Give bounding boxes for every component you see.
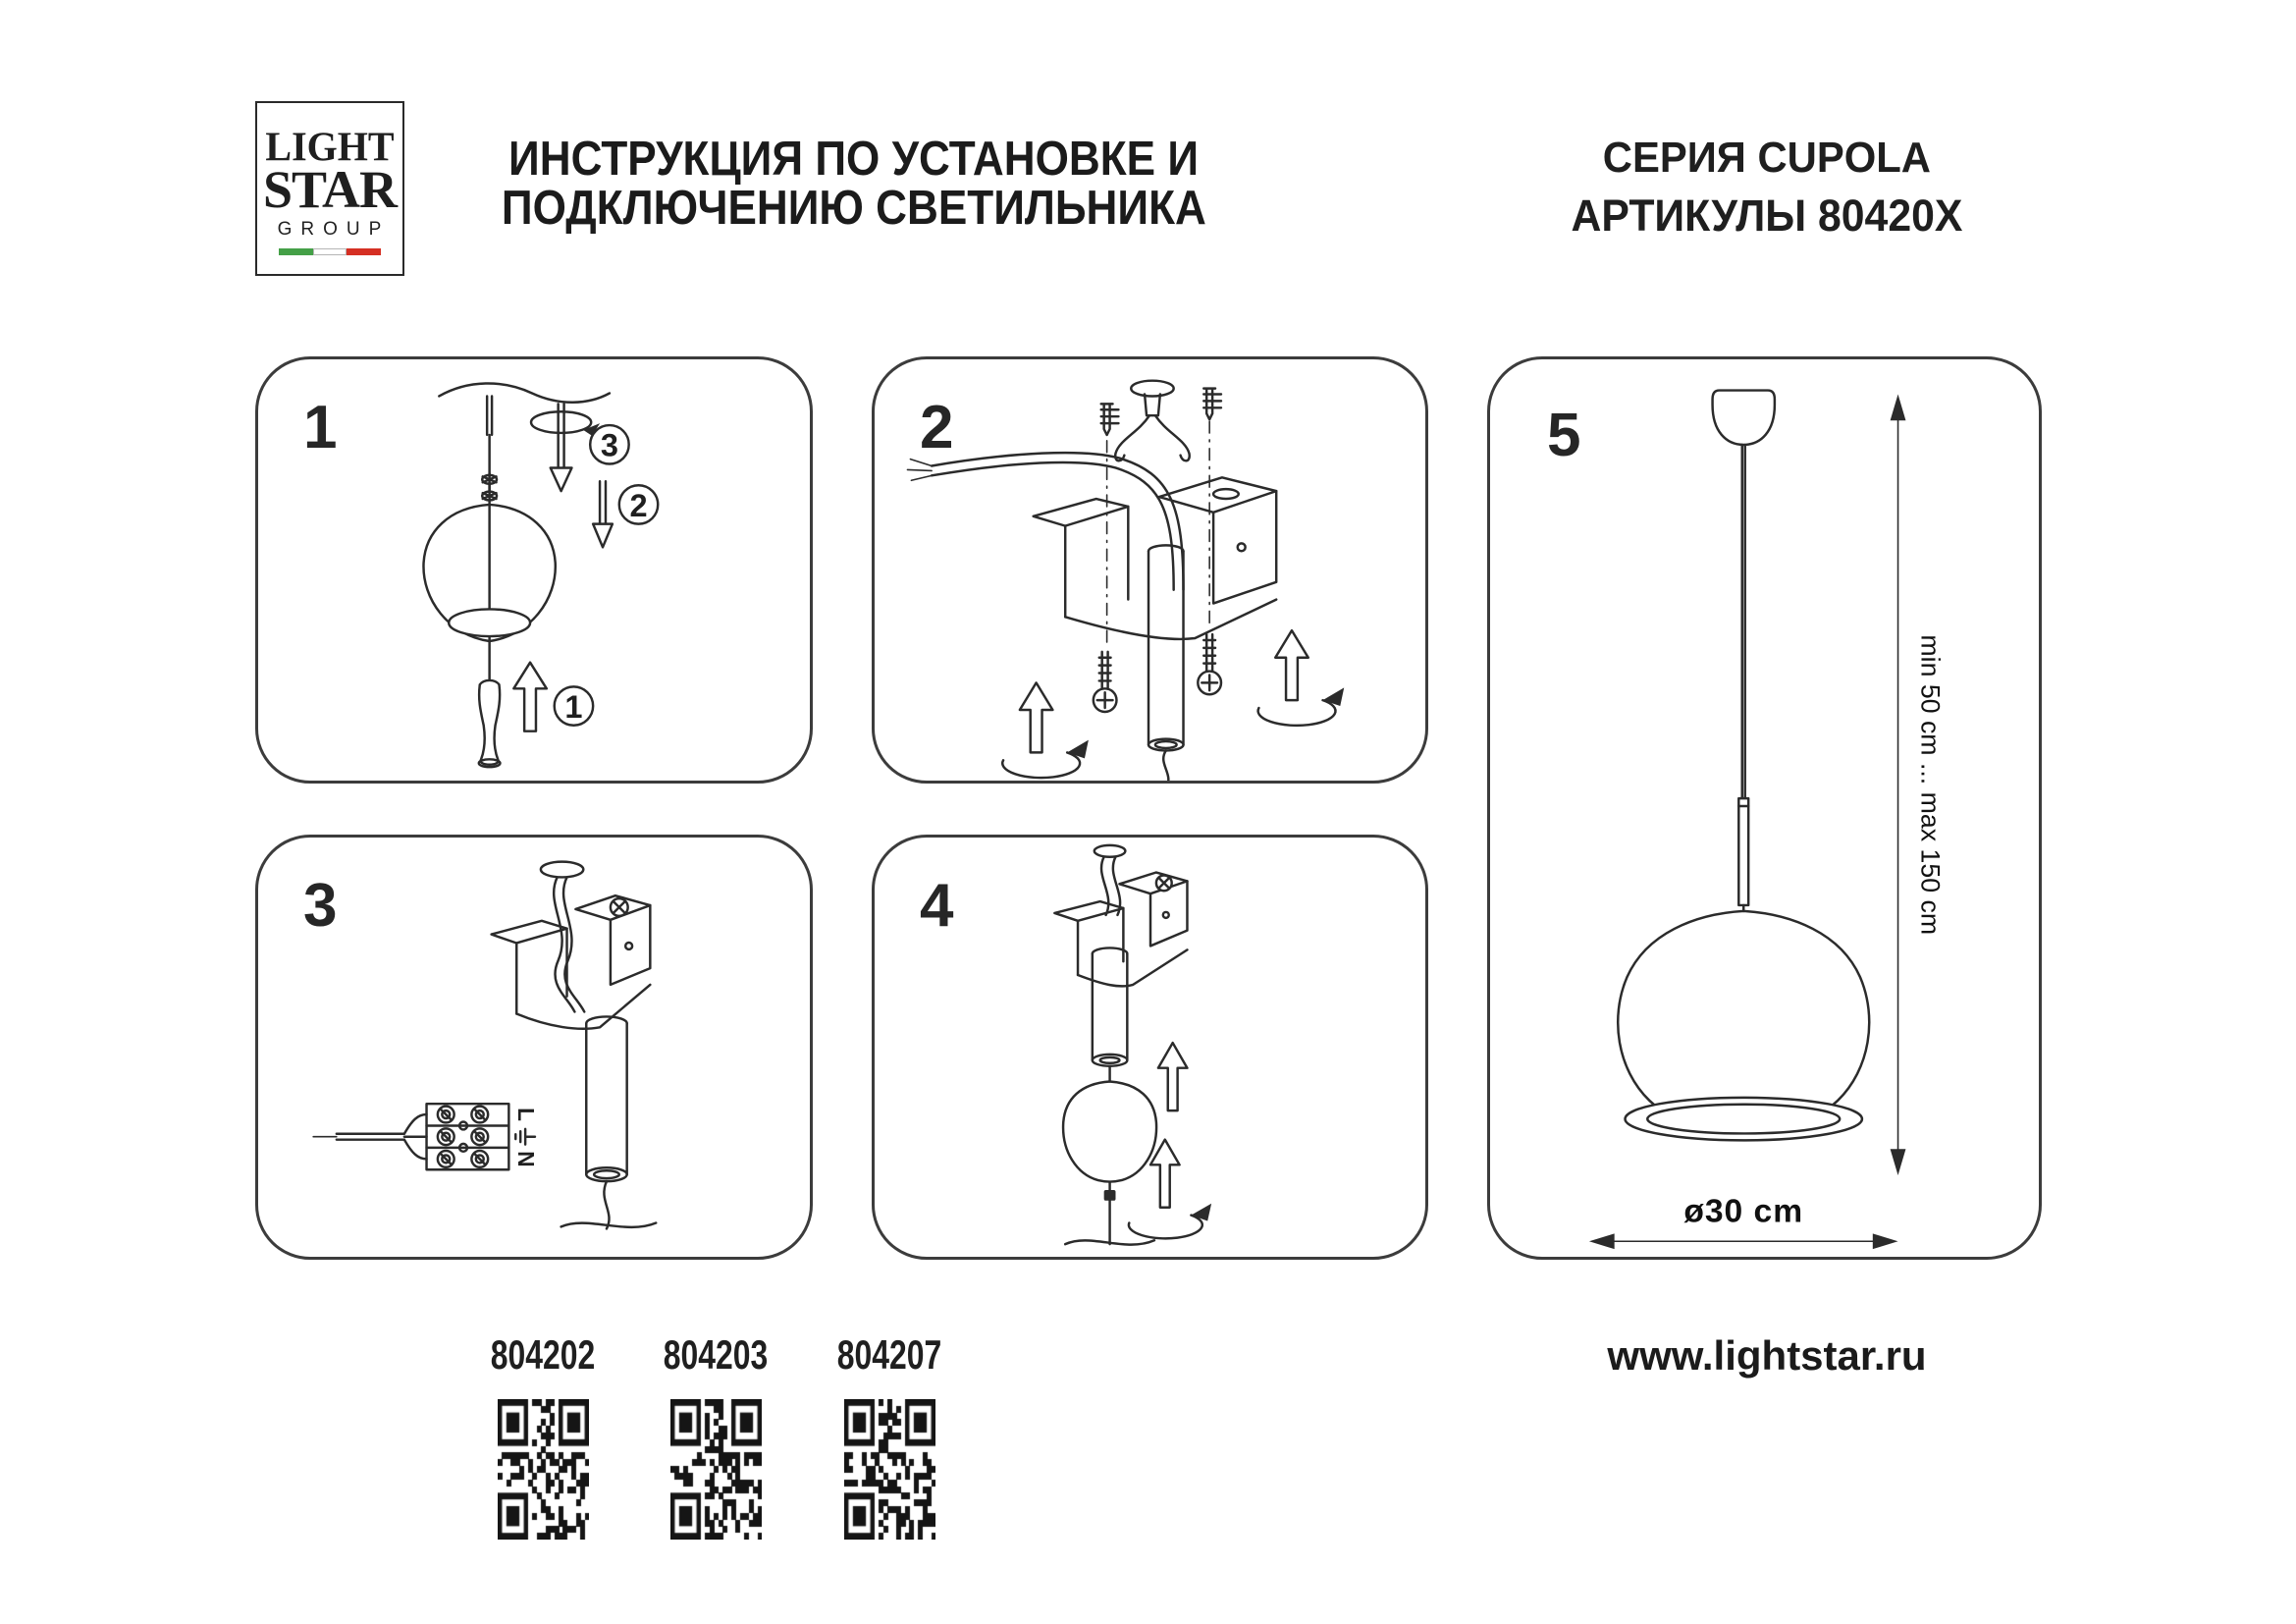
- website-url: www.lightstar.ru: [1607, 1332, 1927, 1379]
- flag-white-segment: [313, 248, 347, 255]
- qr-code-804202: [498, 1399, 589, 1540]
- page-title-line2: ПОДКЛЮЧЕНИЮ СВЕТИЛЬНИКА: [502, 182, 1206, 235]
- logo-word-group: GROUP: [277, 218, 391, 240]
- pendant-lamp-drawing: [1589, 391, 1906, 1250]
- step-2-panel: [872, 356, 1428, 784]
- step-2-number: 2: [920, 394, 954, 461]
- flag-green-segment: [279, 248, 313, 255]
- step-4-panel: [872, 835, 1428, 1260]
- flag-red-segment: [347, 248, 381, 255]
- qr-code-804207: [844, 1399, 935, 1540]
- terminal-label-n: N: [513, 1151, 540, 1167]
- step-3-diagram: [258, 838, 810, 1257]
- callout-1: 1: [564, 688, 583, 725]
- step-3-number: 3: [303, 872, 338, 940]
- step-5-number: 5: [1547, 402, 1581, 469]
- articles-label: АРТИКУЛЫ 80420X: [1571, 190, 1963, 241]
- page-title: [363, 135, 1345, 233]
- wiring-drawing: [313, 862, 656, 1229]
- logo-word-light: LIGHT: [265, 123, 395, 171]
- italian-flag-bar: [279, 248, 381, 255]
- step-4-diagram: [875, 838, 1425, 1257]
- step-1-panel: [255, 356, 813, 784]
- logo-word-star: STAR: [262, 160, 398, 219]
- terminal-label-l: L: [513, 1108, 540, 1121]
- assembled-lamp-diagram: [1490, 359, 2039, 1257]
- height-dimension-label: min 50 cm ... max 150 cm: [1915, 634, 1946, 936]
- lamp-disassembly-drawing: [423, 384, 658, 768]
- article-number-804203: 804203: [663, 1331, 769, 1378]
- callout-3: 3: [600, 427, 618, 463]
- assembled-lamp-panel: [1487, 356, 2042, 1260]
- step-3-panel: [255, 835, 813, 1260]
- callout-2: 2: [629, 487, 648, 523]
- step-1-number: 1: [303, 394, 338, 461]
- qr-code-804203: [670, 1399, 762, 1540]
- shade-attachment-drawing: [1054, 845, 1211, 1245]
- step-1-diagram: [258, 359, 810, 781]
- article-number-804207: 804207: [836, 1331, 942, 1378]
- step-2-diagram: [875, 359, 1425, 781]
- bracket-mounting-drawing: [907, 381, 1344, 781]
- diameter-dimension-label: ø30 cm: [1683, 1193, 1804, 1230]
- page-title-line1: ИНСТРУКЦИЯ ПО УСТАНОВКЕ И: [508, 133, 1200, 186]
- series-label: СЕРИЯ CUPOLA: [1602, 134, 1932, 182]
- earth-symbol: [515, 1129, 535, 1145]
- step-4-number: 4: [920, 872, 954, 940]
- article-number-804202: 804202: [490, 1331, 596, 1378]
